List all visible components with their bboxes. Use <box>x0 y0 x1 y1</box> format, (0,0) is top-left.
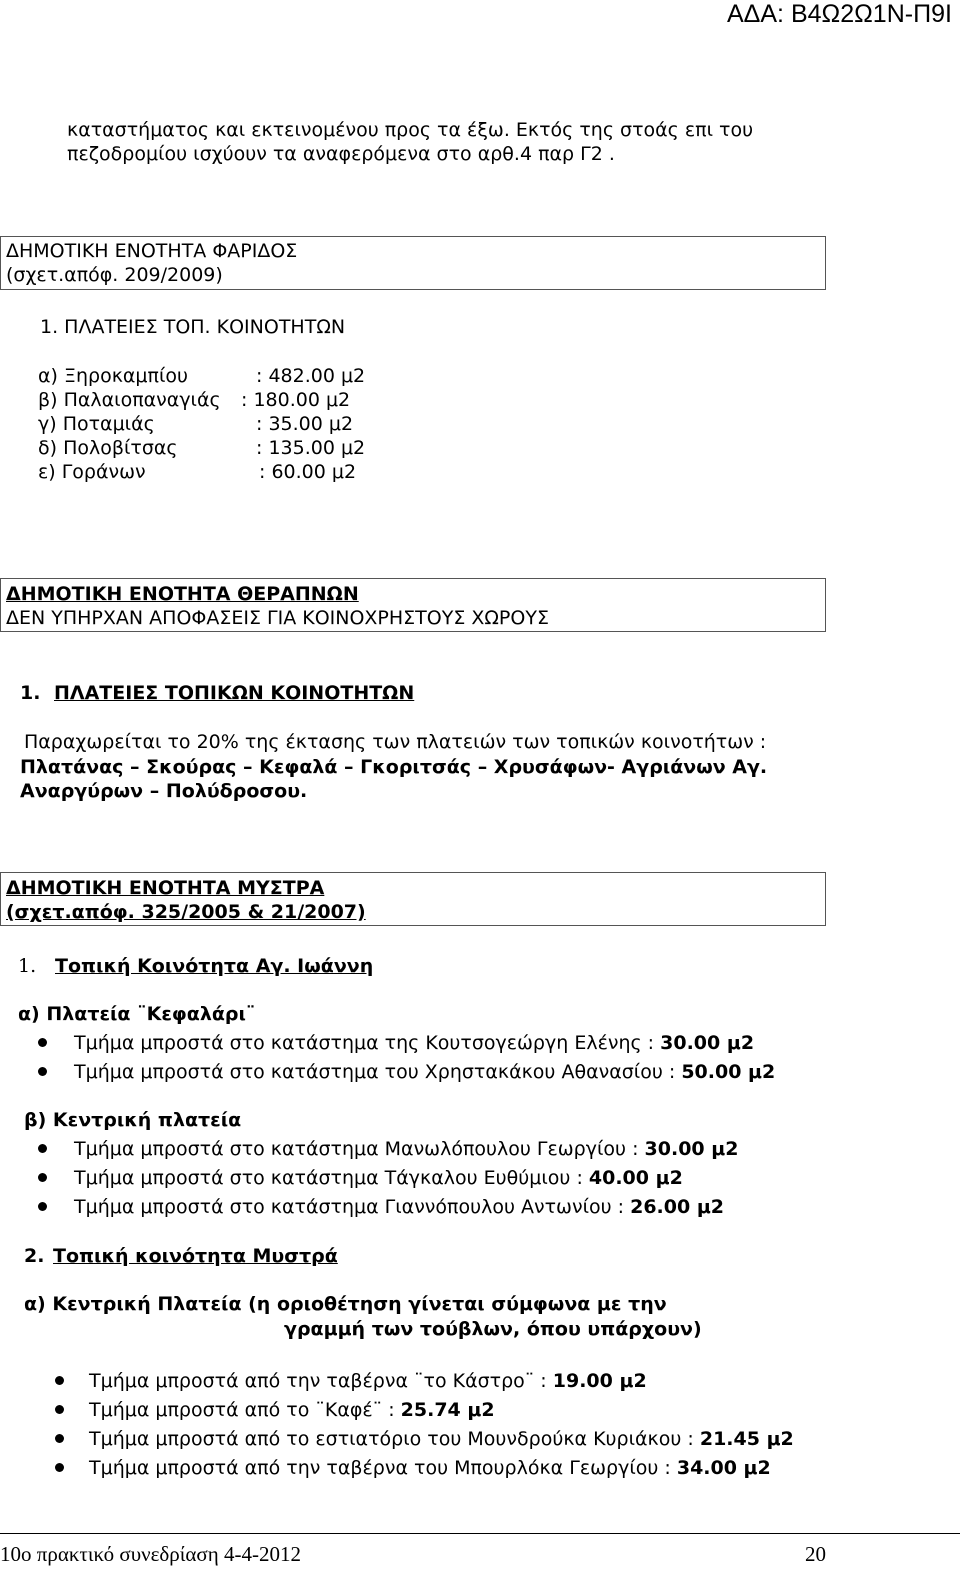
list-item: Τμήμα μπροστά από το εστιατόριο του Μουνδρούκα Κυριάκου : 21.45 μ2 <box>89 1428 794 1450</box>
community-1-title: Τοπική Κοινότητα Αγ. Ιωάννη <box>55 955 374 977</box>
bullet-icon <box>55 1463 64 1472</box>
therapnon-villages-1: Πλατάνας – Σκούρας – Κεφαλά – Γκοριτσάς – Χρυσάφων- Αγριάνων Αγ. <box>20 756 768 778</box>
list-item-value: : 60.00 μ2 <box>259 461 357 483</box>
central-square-title: β) Κεντρική πλατεία <box>24 1109 242 1131</box>
therapnon-heading: ΠΛΑΤΕΙΕΣ ΤΟΠΙΚΩΝ ΚΟΙΝΟΤΗΤΩΝ <box>54 682 415 704</box>
list-item: Τμήμα μπροστά στο κατάστημα Γιαννόπουλου Αντωνίου : 26.00 μ2 <box>74 1196 725 1218</box>
list-item: Τμήμα μπροστά από την ταβέρνα ¨το Κάστρο¨ : 19.00 μ2 <box>89 1370 647 1392</box>
list-item-value: : 482.00 μ2 <box>256 365 366 387</box>
list-item: Τμήμα μπροστά στο κατάστημα Τάγκαλου Ευθύμιου : 40.00 μ2 <box>74 1167 683 1189</box>
mystra-ref: (σχετ.απόφ. 325/2005 & 21/2007) <box>6 901 366 923</box>
list-item-value: : 35.00 μ2 <box>256 413 354 435</box>
list-item-label: α) Ξηροκαμπίου <box>38 365 189 387</box>
list-item: Τμήμα μπροστά στο κατάστημα Μανωλόπουλου Γεωργίου : 30.00 μ2 <box>74 1138 739 1160</box>
list-item: Τμήμα μπροστά από την ταβέρνα του Μπουρλόκα Γεωργίου : 34.00 μ2 <box>89 1457 771 1479</box>
list-item-label: δ) Πολοβίτσας <box>38 437 178 459</box>
bullet-icon <box>38 1173 47 1182</box>
therapnon-villages-2: Αναργύρων – Πολύδροσου. <box>20 780 308 802</box>
list-item-value: : 135.00 μ2 <box>256 437 366 459</box>
therapnon-title: ΔΗΜΟΤΙΚΗ ΕΝΟΤΗΤΑ ΘΕΡΑΠΝΩΝ <box>6 583 359 605</box>
mystras-square-title-2: γραμμή των τούβλων, όπου υπάρχουν) <box>284 1318 702 1340</box>
intro-line-1: καταστήματος και εκτεινομένου προς τα έξω. Εκτός της στοάς επι του <box>67 119 754 141</box>
bullet-icon <box>55 1434 64 1443</box>
list-item: Τμήμα μπροστά από το ¨Καφέ¨ : 25.74 μ2 <box>89 1399 495 1421</box>
list-item-label: γ) Ποταμιάς <box>38 413 155 435</box>
community-2-number: 2. <box>24 1245 45 1267</box>
faridos-heading: 1. ΠΛΑΤΕΙΕΣ ΤΟΠ. ΚΟΙΝΟΤΗΤΩΝ <box>40 316 346 338</box>
therapnon-note: ΔΕΝ ΥΠΗΡΧΑΝ ΑΠΟΦΑΣΕΙΣ ΓΙΑ ΚΟΙΝΟΧΡΗΣΤΟΥΣ ΧΩΡΟΥΣ <box>6 607 549 629</box>
therapnon-heading-number: 1. <box>20 682 41 704</box>
list-item-value: : 180.00 μ2 <box>241 389 351 411</box>
therapnon-paragraph: Παραχωρείται το 20% της έκτασης των πλατειών των τοπικών κοινοτήτων : <box>24 731 767 753</box>
bullet-icon <box>38 1144 47 1153</box>
faridos-title: ΔΗΜΟΤΙΚΗ ΕΝΟΤΗΤΑ ΦΑΡΙΔΟΣ <box>6 240 298 262</box>
mystra-title: ΔΗΜΟΤΙΚΗ ΕΝΟΤΗΤΑ ΜΥΣΤΡΑ <box>6 877 325 899</box>
bullet-icon <box>38 1038 47 1047</box>
list-item-label: β) Παλαιοπαναγιάς <box>38 389 221 411</box>
mystras-square-title-1: α) Κεντρική Πλατεία (η οριοθέτηση γίνεται σύμφωνα με την <box>24 1293 667 1315</box>
list-item: Τμήμα μπροστά στο κατάστημα της Κουτσογεώργη Ελένης : 30.00 μ2 <box>74 1032 755 1054</box>
community-2-title: Τοπική κοινότητα Μυστρά <box>53 1245 338 1267</box>
square-kefalari-title: α) Πλατεία ¨Κεφαλάρι¨ <box>18 1003 256 1025</box>
footer-divider <box>0 1533 960 1534</box>
ada-code: ΑΔΑ: Β4Ω2Ω1Ν-Π9Ι <box>727 0 952 28</box>
bullet-icon <box>38 1067 47 1076</box>
list-item: Τμήμα μπροστά στο κατάστημα του Χρηστακάκου Αθανασίου : 50.00 μ2 <box>74 1061 776 1083</box>
bullet-icon <box>55 1405 64 1414</box>
footer-text: 10ο πρακτικό συνεδρίαση 4-4-2012 <box>0 1542 301 1566</box>
page-number: 20 <box>805 1542 826 1566</box>
intro-line-2: πεζοδρομίου ισχύουν τα αναφερόμενα στο αρθ.4 παρ Γ2 . <box>67 143 615 165</box>
faridos-ref: (σχετ.απόφ. 209/2009) <box>6 264 223 286</box>
community-1-number: 1. <box>18 955 37 977</box>
bullet-icon <box>55 1376 64 1385</box>
list-item-label: ε) Γοράνων <box>38 461 146 483</box>
bullet-icon <box>38 1202 47 1211</box>
